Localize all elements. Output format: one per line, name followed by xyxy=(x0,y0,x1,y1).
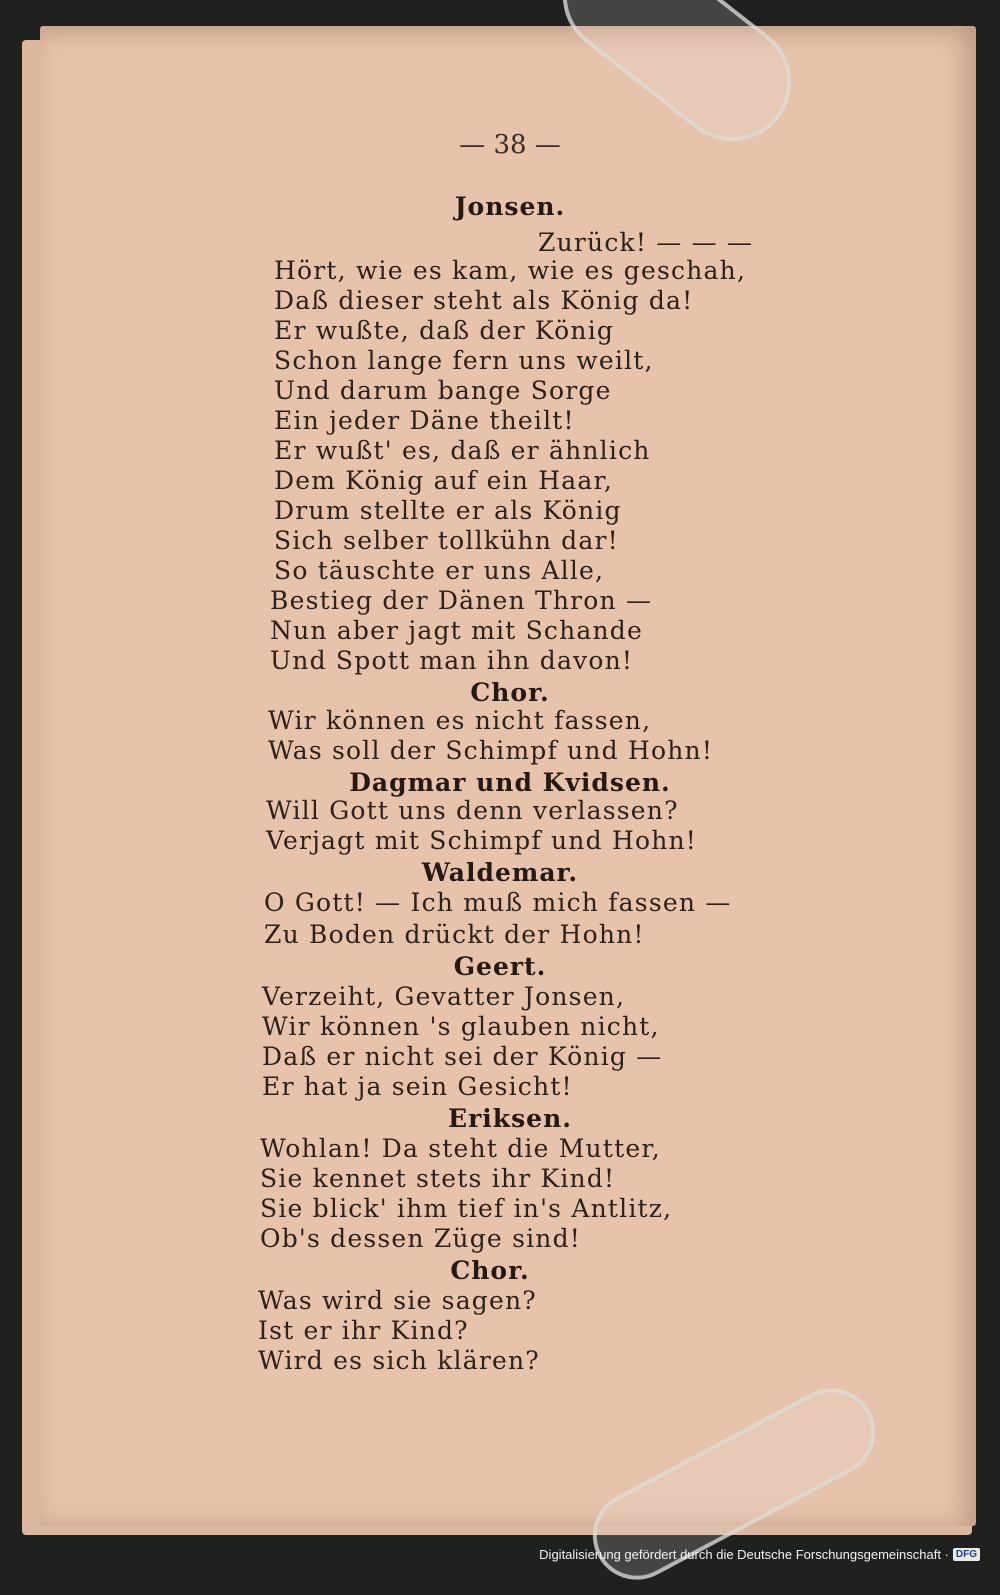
verse-line: Was soll der Schimpf und Hohn! xyxy=(268,736,714,765)
speaker-jonsen: Jonsen. xyxy=(454,192,566,221)
verse-line: Hört, wie es kam, wie es geschah, xyxy=(274,256,747,285)
verse-line: Und Spott man ihn davon! xyxy=(270,646,634,675)
verse-line: Verjagt mit Schimpf und Hohn! xyxy=(266,826,698,855)
verse-line: Ob's dessen Züge sind! xyxy=(260,1224,582,1253)
speaker-dagmar-und-kvidsen: Dagmar und Kvidsen. xyxy=(349,768,671,797)
verse-line: Verzeiht, Gevatter Jonsen, xyxy=(262,982,626,1011)
footer-text: Digitalisierung gefördert durch die Deutsche Forschungsgemeinschaft · xyxy=(539,1547,949,1562)
verse-line: Wir können es nicht fassen, xyxy=(268,706,652,735)
speaker-chor: Chor. xyxy=(450,1256,530,1285)
speaker-geert: Geert. xyxy=(453,952,547,981)
verse-line: Sie kennet stets ihr Kind! xyxy=(260,1164,616,1193)
speaker-eriksen: Eriksen. xyxy=(448,1104,572,1133)
page-number: — 38 — xyxy=(459,130,561,160)
verse-line: So täuschte er uns Alle, xyxy=(274,556,605,585)
verse-line: Ist er ihr Kind? xyxy=(258,1316,469,1345)
dfg-logo-icon: DFG xyxy=(953,1548,980,1561)
verse-line: Wird es sich klären? xyxy=(258,1346,540,1375)
verse-line: Daß er nicht sei der König — xyxy=(262,1042,663,1071)
verse-line: Zurück! — — — xyxy=(538,228,754,257)
verse-line: Was wird sie sagen? xyxy=(258,1286,537,1315)
verse-line: Zu Boden drückt der Hohn! xyxy=(264,920,645,949)
verse-line: Er hat ja sein Gesicht! xyxy=(262,1072,573,1101)
verse-line: Daß dieser steht als König da! xyxy=(274,286,694,315)
verse-line: Sie blick' ihm tief in's Antlitz, xyxy=(260,1194,673,1223)
footer-credit xyxy=(539,1547,980,1562)
verse-line: Ein jeder Däne theilt! xyxy=(274,406,575,435)
speaker-chor: Chor. xyxy=(470,678,550,707)
verse-line: Sich selber tollkühn dar! xyxy=(274,526,619,555)
verse-line: Bestieg der Dänen Thron — xyxy=(270,586,653,615)
verse-line: Er wußt' es, daß er ähnlich xyxy=(274,436,651,465)
speaker-waldemar: Waldemar. xyxy=(421,858,579,887)
verse-line: Und darum bange Sorge xyxy=(274,376,612,405)
verse-line: Er wußte, daß der König xyxy=(274,316,615,345)
verse-line: Drum stellte er als König xyxy=(274,496,622,525)
verse-line: Wir können 's glauben nicht, xyxy=(262,1012,660,1041)
verse-line: Dem König auf ein Haar, xyxy=(274,466,614,495)
verse-line: Wohlan! Da steht die Mutter, xyxy=(260,1134,661,1163)
verse-line: Will Gott uns denn verlassen? xyxy=(266,796,679,825)
verse-line: O Gott! — Ich muß mich fassen — xyxy=(264,888,732,917)
verse-line: Schon lange fern uns weilt, xyxy=(274,346,654,375)
verse-line: Nun aber jagt mit Schande xyxy=(270,616,644,645)
